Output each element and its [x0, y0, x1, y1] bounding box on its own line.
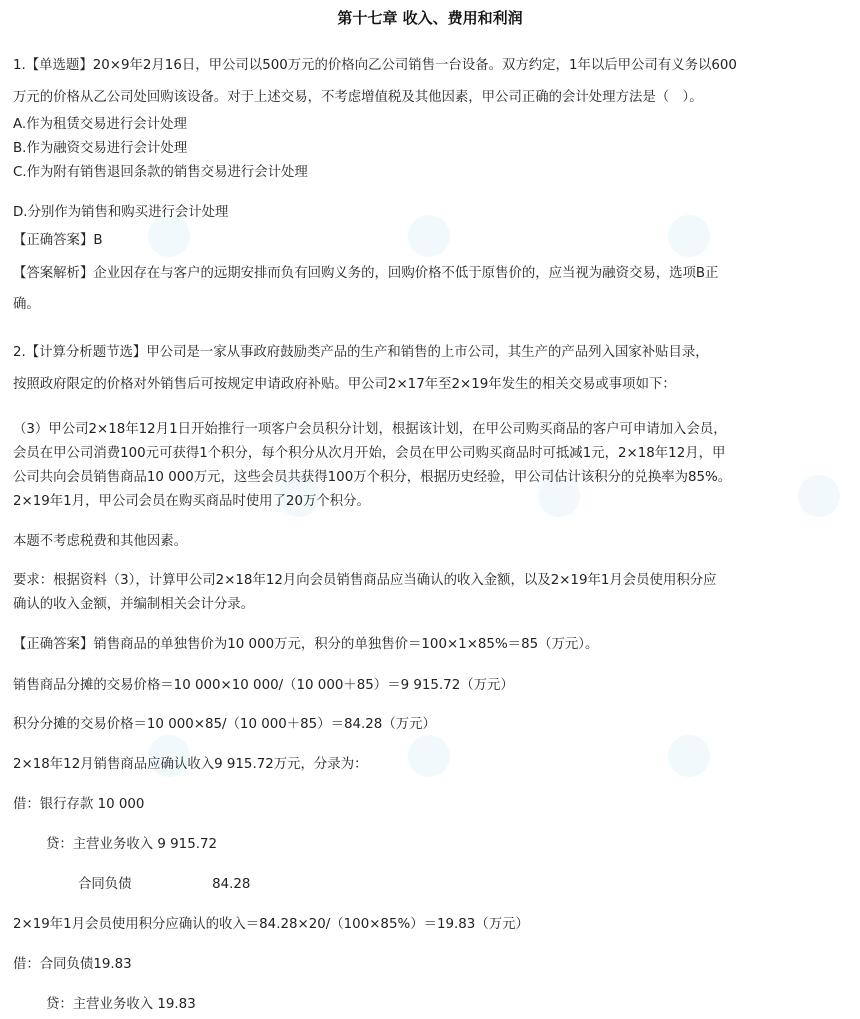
- journal-entry-credit-revenue: 贷：主营业务收入 9 915.72: [46, 837, 218, 852]
- q1-answer: 【正确答案】B: [13, 233, 103, 248]
- q1-stem-line-1: 1.【单选题】20×9年2月16日，甲公司以500万元的价格向乙公司销售一台设备。双方约定，1年以后甲公司有义务以600: [13, 58, 737, 73]
- q2-material-line-2: 会员在甲公司消费100元可获得1个积分，每个积分从次月开始，会员在甲公司购买商品时可抵减1元，2×18年12月，甲: [13, 446, 726, 461]
- q2-requirement-line-1: 要求：根据资料（3），计算甲公司2×18年12月向会员销售商品应当确认的收入金额，以及2×19年1月会员使用积分应: [13, 573, 717, 588]
- q1-analysis-line-2: 确。: [13, 297, 40, 312]
- q1-stem-line-2: 万元的价格从乙公司处回购该设备。对于上述交易，不考虑增值税及其他因素，甲公司正确的会计处理方法是（ ）。: [13, 90, 703, 105]
- q1-option-b: B.作为融资交易进行会计处理: [13, 141, 188, 156]
- q1-analysis-line-1: 【答案解析】企业因存在与客户的远期安排而负有回购义务的，回购价格不低于原售价的，应当视为融资交易，选项B正: [13, 266, 719, 281]
- q2-stem-line-1: 2.【计算分析题节选】甲公司是一家从事政府鼓励类产品的生产和销售的上市公司，其生产的产品列入国家补贴目录，: [13, 345, 709, 360]
- page-title: 第十七章 收入、费用和利润: [337, 9, 523, 27]
- q2-material-line-3: 公司共向会员销售商品10 000万元，这些会员共获得100万个积分，根据历史经验，甲公司估计该积分的兑换率为85%。: [13, 470, 732, 485]
- q2-answer-line-2: 销售商品分摊的交易价格＝10 000×10 000/（10 000＋85）＝9 915.72（万元）: [13, 678, 514, 693]
- journal-entry-credit-revenue-points: 贷：主营业务收入 19.83: [46, 997, 196, 1012]
- q2-answer-line-1: 【正确答案】销售商品的单独售价为10 000万元，积分的单独售价＝100×1×85%＝85（万元）。: [13, 637, 599, 652]
- journal-entry-debit-contract-liability: 借：合同负债19.83: [13, 957, 132, 972]
- q2-note: 本题不考虑税费和其他因素。: [13, 534, 188, 549]
- q2-answer-line-3: 积分分摊的交易价格＝10 000×85/（10 000＋85）＝84.28（万元）: [13, 717, 436, 732]
- journal-entry-debit-bank: 借：银行存款 10 000: [13, 797, 145, 812]
- q2-stem-line-2: 按照政府限定的价格对外销售后可按规定申请政府补贴。甲公司2×17年至2×19年发生的相关交易或事项如下：: [13, 377, 676, 392]
- q1-option-d: D.分别作为销售和购买进行会计处理: [13, 205, 229, 220]
- q2-material-line-1: （3）甲公司2×18年12月1日开始推行一项客户会员积分计划，根据该计划，在甲公司购买商品的客户可申请加入会员，: [13, 422, 727, 437]
- contract-liability-account: 合同负债: [78, 877, 132, 892]
- q2-answer-line-5: 2×19年1月会员使用积分应确认的收入＝84.28×20/（100×85%）＝19.83（万元）: [13, 917, 529, 932]
- journal-entry-credit-contract-liability: [78, 873, 278, 897]
- q2-answer-line-4: 2×18年12月销售商品应确认收入9 915.72万元，分录为：: [13, 757, 368, 772]
- q2-material-line-4: 2×19年1月，甲公司会员在购买商品时使用了20万个积分。: [13, 494, 370, 509]
- q1-option-a: A.作为租赁交易进行会计处理: [13, 117, 187, 132]
- q2-requirement-line-2: 确认的收入金额，并编制相关会计分录。: [13, 597, 255, 612]
- q1-option-c: C.作为附有销售退回条款的销售交易进行会计处理: [13, 165, 308, 180]
- contract-liability-amount: 84.28: [212, 877, 251, 892]
